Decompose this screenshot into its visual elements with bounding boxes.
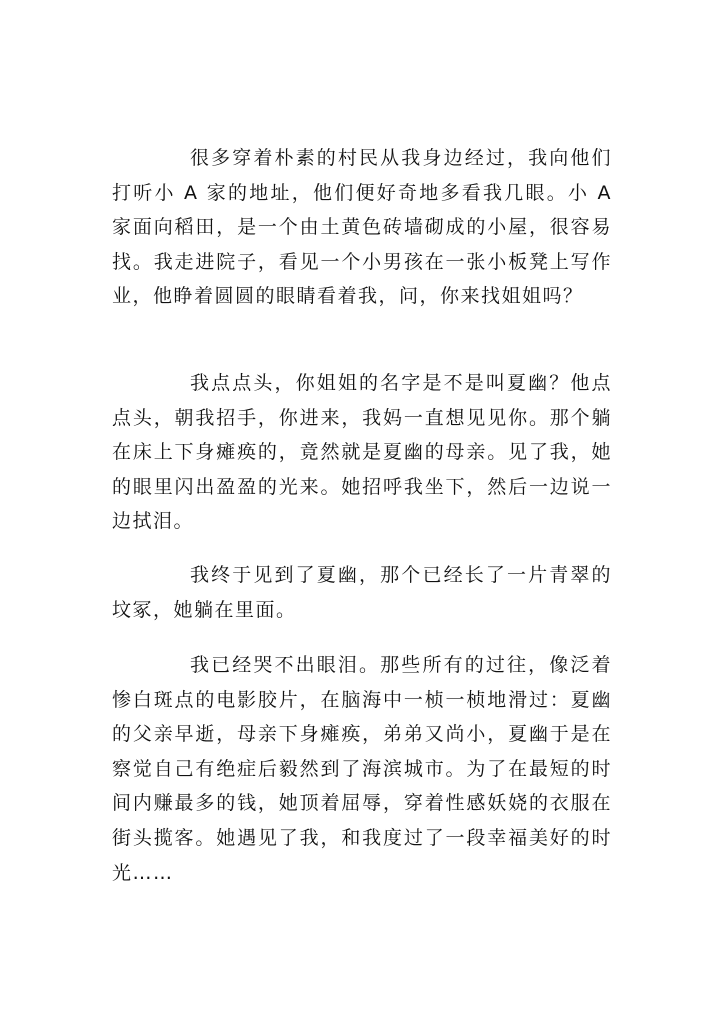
paragraph-1: 很多穿着朴素的村民从我身边经过，我向他们打听小 A 家的地址，他们便好奇地多看我几眼。小 A 家面向稻田，是一个由土黄色砖墙砌成的小屋，很容易找。我走进院子，看见一个小男孩在一张小板凳上写作业，他睁着圆圆的眼睛看着我，问，你来找姐姐吗？	[112, 147, 612, 308]
paragraph-4: 我已经哭不出眼泪。那些所有的过往，像泛着惨白斑点的电影胶片，在脑海中一桢一桢地滑过：夏幽的父亲早逝，母亲下身瘫痪，弟弟又尚小，夏幽于是在察觉自己有绝症后毅然到了海滨城市。为了在最短的时间内赚最多的钱，她顶着屈辱，穿着性感妖娆的衣服在街头揽客。她遇见了我，和我度过了一段幸福美好的时光……	[112, 654, 612, 884]
paragraph-2: 我点点头，你姐姐的名字是不是叫夏幽？他点点头，朝我招手，你进来，我妈一直想见见你。那个躺在床上下身瘫痪的，竟然就是夏幽的母亲。见了我，她的眼里闪出盈盈的光来。她招呼我坐下，然后一边说一边拭泪。	[112, 372, 612, 533]
paragraph-3: 我终于见到了夏幽，那个已经长了一片青翠的坟冢，她躺在里面。	[112, 564, 612, 621]
